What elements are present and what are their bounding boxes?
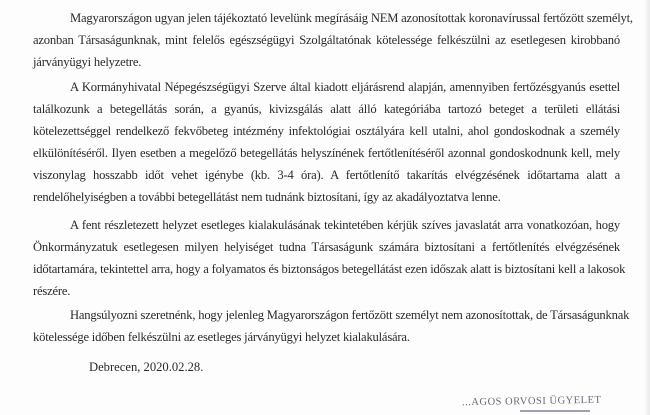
text-line: A Kormányhivatal Népegészségügyi Szerve által kiadott eljárásrend alapján, amennyiben fertőzésgyanús esettel: [70, 80, 620, 94]
text-line: Magyarországon ugyan jelen tájékoztató levelünk megírásáig NEM azonosítottak koronavírussal fertőzött személyt,: [70, 11, 633, 25]
text-line: A fent részletezett helyzet esetleges kialakulásának tekintetében kérjük szíves javaslatát arra vonatkozóan, hogy: [70, 218, 620, 232]
paragraph-request: [33, 214, 626, 302]
text-line: Önkormányzatuk esetlegesen milyen helyiséget tudna Társaságunk számára biztosítani a fertőtlenítés elvégzésének: [33, 240, 620, 254]
paragraph-procedure: [33, 76, 620, 208]
text-line: időtartamára, tekintettel arra, hogy a folyamatos és biztonságos betegellátást ezen időszak alatt is biztosítani kell a lakosok: [33, 262, 626, 276]
text-line: azonban Társaságunknak, mint felelős egészségügyi Szolgáltatónak kötelessége felkészülni az esetlegesen kirobbanó: [33, 33, 620, 47]
scan-edge-shadow: [644, 0, 650, 415]
text-line: találkozunk a betegellátás során, a gyanús, kivizsgálás alatt álló kategóriába tartozó beteget a területi ellátási: [33, 102, 620, 116]
text-line: rendelőhelyiségben a további betegellátást nem tudnánk biztosítani, így az akadályoztatva lenne.: [33, 190, 501, 204]
text-line: kötelessége időben felkészülni az esetleges járványügyi helyzet kialakulására.: [33, 330, 410, 344]
text-line: kötelezettséggel rendelkező fekvőbeteg intézmény infektológiai osztályára kell utalni, ahol gondoskodnak a személy: [33, 124, 620, 138]
organization-stamp: ...AGOS ORVOSI ÜGYELET: [461, 394, 602, 409]
text-line: járványügyi helyzetre.: [33, 55, 142, 69]
paragraph-emphasis: [33, 304, 630, 348]
paragraph-no-infection-notice: [33, 7, 633, 73]
text-line: viszonylag hosszabb időt vehet igénybe (kb. 3-4 óra). A fertőtlenítő takarítás elvégzésének időtartama alatt a: [33, 168, 620, 182]
text-line: részére.: [33, 284, 71, 298]
date-place: Debrecen, 2020.02.28.: [89, 360, 204, 374]
stamp-underline: [520, 410, 590, 412]
text-line: Hangsúlyozni szeretnénk, hogy jelenleg Magyarországon fertőzött személyt nem azonosítottak, de Társaságunknak: [70, 308, 630, 322]
text-line: elkülönítéséről. Ilyen esetben a megelőző betegellátás helyszínének fertőtlenítéséről azonnal gondoskodnunk kell, mely: [33, 146, 620, 160]
